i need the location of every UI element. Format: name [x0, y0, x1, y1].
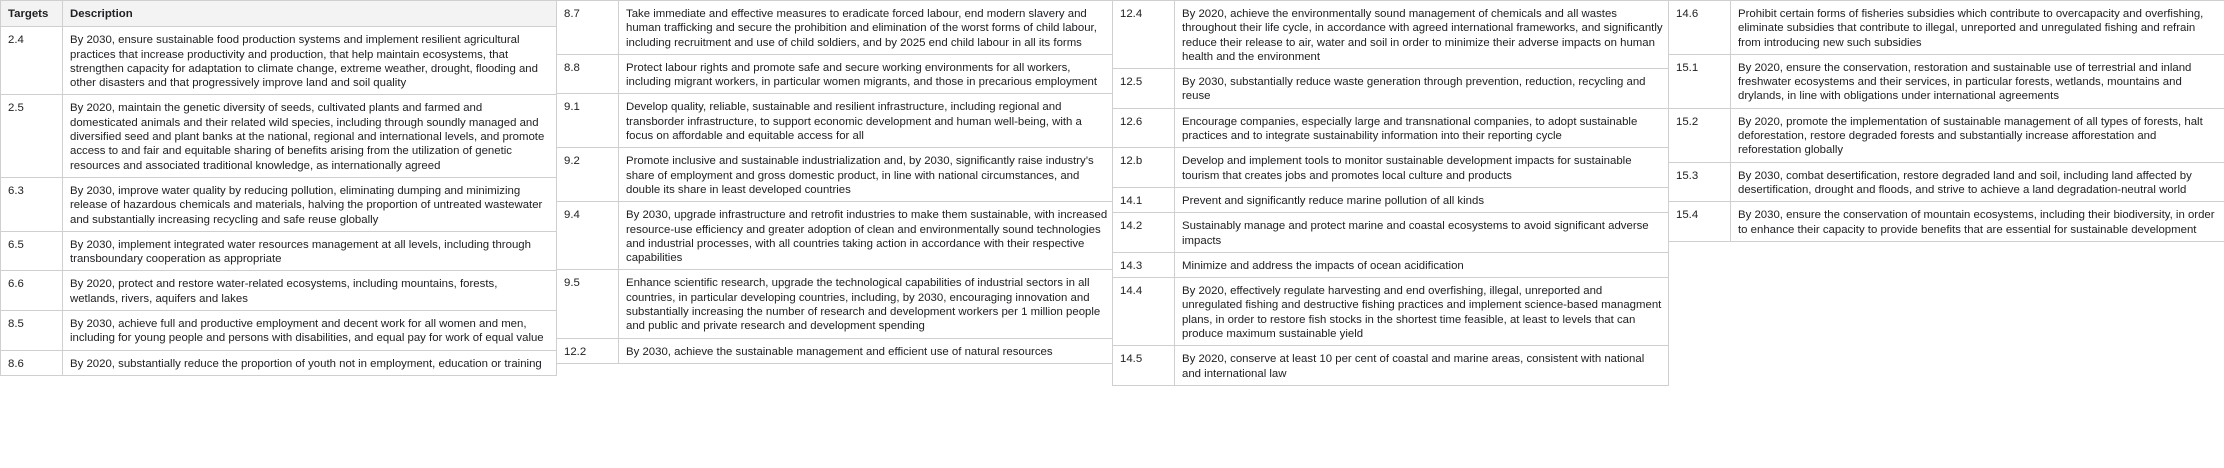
target-cell: 12.5 [1113, 69, 1175, 109]
table-row [1113, 148, 1669, 188]
header-row [1, 1, 557, 27]
target-cell: 12.2 [557, 338, 619, 363]
target-cell: 15.3 [1669, 162, 1731, 202]
targets-table-1 [0, 0, 557, 376]
targets-table-2 [556, 0, 1113, 364]
table-row [557, 270, 1113, 338]
table-row [1113, 69, 1669, 109]
target-cell: 14.2 [1113, 213, 1175, 253]
table-body-2 [557, 1, 1113, 364]
description-cell: By 2020, conserve at least 10 per cent of coastal and marine areas, consistent with national and international law [1175, 346, 1669, 386]
target-cell: 15.4 [1669, 202, 1731, 242]
table-row [1, 350, 557, 375]
target-cell: 6.3 [1, 177, 63, 231]
table-row [1113, 252, 1669, 277]
targets-table-3 [1112, 0, 1669, 386]
description-cell: By 2020, promote the implementation of sustainable management of all types of forests, halt deforestation, restore degraded forests and substantially increase afforestation and reforestation globally [1731, 108, 2224, 162]
description-cell: Sustainably manage and protect marine and coastal ecosystems to avoid significant adverse impacts [1175, 213, 1669, 253]
table-column-1 [0, 0, 556, 376]
target-cell: 9.1 [557, 94, 619, 148]
table-row [1, 231, 557, 271]
target-cell: 12.4 [1113, 1, 1175, 69]
description-cell: Prohibit certain forms of fisheries subsidies which contribute to overcapacity and overfishing, eliminate subsidies that contribute to illegal, unreported and unregulated fishing and refrain from introducing new such subsidies [1731, 1, 2224, 55]
table-row [1113, 213, 1669, 253]
table-row [557, 54, 1113, 94]
table-row [557, 1, 1113, 55]
table-row [1, 311, 557, 351]
table-row [1669, 1, 2224, 55]
target-cell: 6.5 [1, 231, 63, 271]
target-cell: 15.1 [1669, 54, 1731, 108]
description-cell: Develop quality, reliable, sustainable and resilient infrastructure, including regional and transborder infrastructure, to support economic development and human well-being, with a focus on affordable and equitable access for all [619, 94, 1113, 148]
target-cell: 8.8 [557, 54, 619, 94]
description-cell: Develop and implement tools to monitor sustainable development impacts for sustainable tourism that creates jobs and promotes local culture and products [1175, 148, 1669, 188]
target-cell: 8.5 [1, 311, 63, 351]
target-cell: 9.4 [557, 202, 619, 270]
description-cell: By 2020, maintain the genetic diversity of seeds, cultivated plants and farmed and domesticated animals and their related wild species, including through soundly managed and diversified seed and plant banks at the national, regional and international levels, and promote access to and fair and equitable sharing of benefits arising from the utilization of genetic resources and associated traditional knowledge, as internationally agreed [63, 95, 557, 177]
table-row [557, 202, 1113, 270]
description-cell: Enhance scientific research, upgrade the technological capabilities of industrial sectors in all countries, in particular developing countries, including, by 2030, encouraging innovation and substantially increasing the number of research and development workers per 1 million people and public and private research and development spending [619, 270, 1113, 338]
table-column-2 [556, 0, 1112, 364]
description-cell: By 2030, implement integrated water resources management at all levels, including through transboundary cooperation as appropriate [63, 231, 557, 271]
table-row [1, 27, 557, 95]
target-cell: 14.1 [1113, 187, 1175, 212]
description-cell: Take immediate and effective measures to eradicate forced labour, end modern slavery and human trafficking and secure the prohibition and elimination of the worst forms of child labour, including recruitment and use of child soldiers, and by 2025 end child labour in all its forms [619, 1, 1113, 55]
table-row [557, 148, 1113, 202]
table-body-4 [1669, 1, 2224, 242]
table-row [557, 94, 1113, 148]
table-column-3 [1112, 0, 1668, 386]
table-row [1669, 54, 2224, 108]
target-cell: 15.2 [1669, 108, 1731, 162]
description-cell: By 2020, protect and restore water-related ecosystems, including mountains, forests, wetlands, rivers, aquifers and lakes [63, 271, 557, 311]
description-cell: Promote inclusive and sustainable industrialization and, by 2030, significantly raise industry’s share of employment and gross domestic product, in line with national circumstances, and double its share in least developed countries [619, 148, 1113, 202]
target-cell: 12.6 [1113, 108, 1175, 148]
targets-table-4 [1668, 0, 2224, 242]
description-cell: By 2030, substantially reduce waste generation through prevention, reduction, recycling and reuse [1175, 69, 1669, 109]
target-cell: 2.5 [1, 95, 63, 177]
target-cell: 14.5 [1113, 346, 1175, 386]
table-row [1, 177, 557, 231]
description-header: Description [63, 1, 557, 27]
description-cell: By 2020, ensure the conservation, restoration and sustainable use of terrestrial and inland freshwater ecosystems and their services, in particular forests, wetlands, mountains and drylands, in line with obligations under international agreements [1731, 54, 2224, 108]
target-cell: 8.6 [1, 350, 63, 375]
target-cell: 8.7 [557, 1, 619, 55]
description-cell: Minimize and address the impacts of ocean acidification [1175, 252, 1669, 277]
description-cell: By 2030, achieve full and productive employment and decent work for all women and men, including for young people and persons with disabilities, and equal pay for work of equal value [63, 311, 557, 351]
description-cell: By 2020, achieve the environmentally sound management of chemicals and all wastes throughout their life cycle, in accordance with agreed international frameworks, and significantly reduce their release to air, water and soil in order to minimize their adverse impacts on human health and the environment [1175, 1, 1669, 69]
table-body-3 [1113, 1, 1669, 386]
target-cell: 12.b [1113, 148, 1175, 188]
description-cell: Encourage companies, especially large and transnational companies, to adopt sustainable practices and to integrate sustainability information into their reporting cycle [1175, 108, 1669, 148]
description-cell: By 2030, improve water quality by reducing pollution, eliminating dumping and minimizing release of hazardous chemicals and materials, halving the proportion of untreated wastewater and substantially increasing recycling and safe reuse globally [63, 177, 557, 231]
table-row [1113, 346, 1669, 386]
table-row [1669, 108, 2224, 162]
table-row [1, 271, 557, 311]
description-cell: By 2020, effectively regulate harvesting and end overfishing, illegal, unreported and unregulated fishing and destructive fishing practices and implement science-based managment plans, in order to restore fish stocks in the shortest time feasible, at least to levels that can produce maximum sustainable yield [1175, 278, 1669, 346]
target-cell: 2.4 [1, 27, 63, 95]
targets-header: Targets [1, 1, 63, 27]
target-cell: 14.3 [1113, 252, 1175, 277]
target-cell: 9.2 [557, 148, 619, 202]
table-body-1 [1, 27, 557, 376]
table-row [1113, 1, 1669, 69]
table-row [1113, 108, 1669, 148]
table-row [1669, 202, 2224, 242]
target-cell: 14.6 [1669, 1, 1731, 55]
description-cell: By 2030, combat desertification, restore degraded land and soil, including land affected by desertification, drought and floods, and strive to achieve a land degradation-neutral world [1731, 162, 2224, 202]
description-cell: Protect labour rights and promote safe and secure working environments for all workers, including migrant workers, in particular women migrants, and those in precarious employment [619, 54, 1113, 94]
table-row [1669, 162, 2224, 202]
description-cell: By 2030, achieve the sustainable management and efficient use of natural resources [619, 338, 1113, 363]
target-cell: 9.5 [557, 270, 619, 338]
description-cell: By 2030, ensure sustainable food production systems and implement resilient agricultural practices that increase productivity and production, that help maintain ecosystems, that strengthen capacity for adaptation to climate change, extreme weather, drought, flooding and other disasters and that progressively improve land and soil quality [63, 27, 557, 95]
table-row [1113, 278, 1669, 346]
description-cell: By 2030, ensure the conservation of mountain ecosystems, including their biodiversity, in order to enhance their capacity to provide benefits that are essential for sustainable development [1731, 202, 2224, 242]
table-row [1113, 187, 1669, 212]
table-row [1, 95, 557, 177]
table-column-4 [1668, 0, 2224, 242]
target-cell: 14.4 [1113, 278, 1175, 346]
table-row [557, 338, 1113, 363]
description-cell: By 2020, substantially reduce the proportion of youth not in employment, education or training [63, 350, 557, 375]
description-cell: By 2030, upgrade infrastructure and retrofit industries to make them sustainable, with increased resource-use efficiency and greater adoption of clean and environmentally sound technologies and industrial processes, with all countries taking action in accordance with their respective capabilities [619, 202, 1113, 270]
description-cell: Prevent and significantly reduce marine pollution of all kinds [1175, 187, 1669, 212]
target-cell: 6.6 [1, 271, 63, 311]
